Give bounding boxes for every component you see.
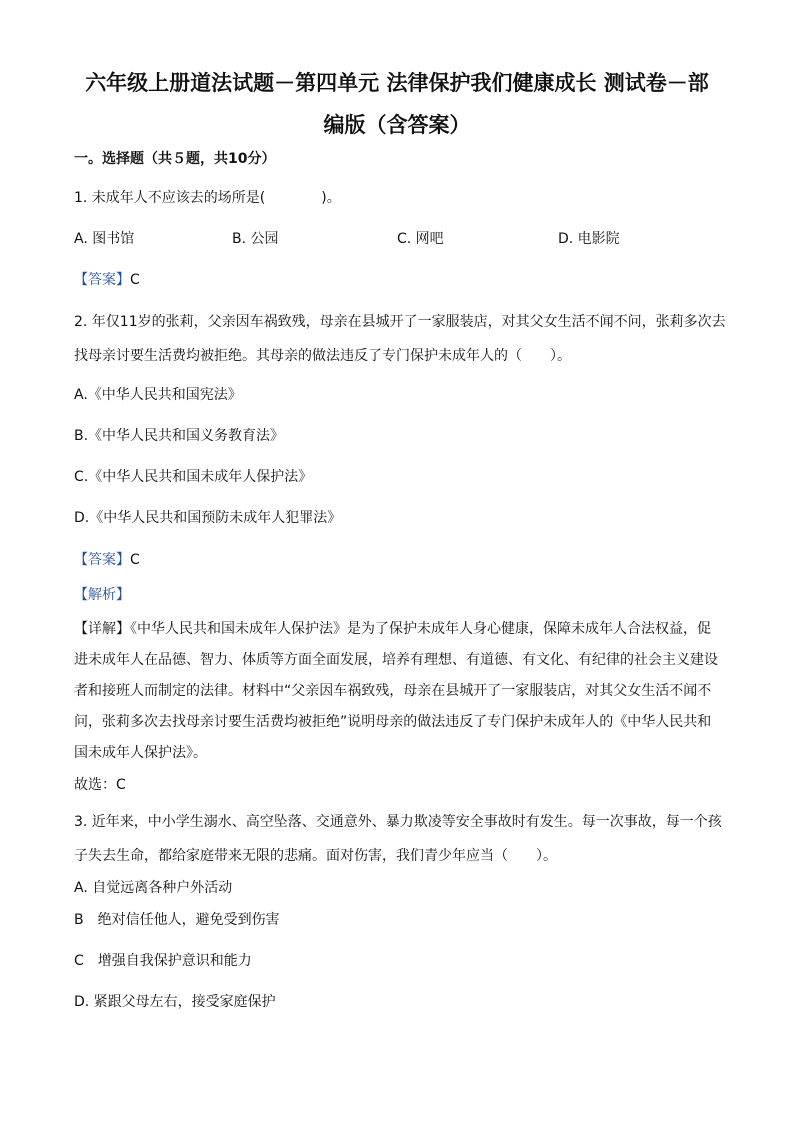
answer-value: C [130,272,140,288]
question-1-option-a: A. 图书馆 [74,231,135,247]
question-1-option-b: B. 公园 [232,231,279,247]
document-title-line-2: 编版（含答案） [323,112,471,137]
question-2-stem-line-1: 2. 年仅11岁的张莉，父亲因车祸致残，母亲在县城开了一家服装店，对其父女生活不闻不问，张莉多次去 [74,314,726,330]
answer-tag: 【答案】 [74,272,130,288]
question-3-stem-line-2: 子失去生命，都给家庭带来无限的悲痛。面对伤害，我们青少年应当（ ）。 [74,848,557,864]
question-1-answer [74,273,724,287]
question-2-analysis-tag: 【解析】 [74,587,130,603]
question-3-option-c: C 增强自我保护意识和能力 [74,953,252,969]
question-2-detail-line-2: 进未成年人在品德、智力、体质等方面全面发展，培养有理想、有道德、有文化、有纪律的社会主义建设 [74,652,718,668]
question-2-conclusion: 故选：C [74,777,126,793]
document-title-line-1: 六年级上册道法试题－第四单元 法律保护我们健康成长 测试卷－部 [85,70,709,95]
answer-tag: 【答案】 [74,552,130,568]
question-1-stem: 1. 未成年人不应该去的场所是( )。 [74,190,341,206]
question-2-stem-line-2: 找母亲讨要生活费均被拒绝。其母亲的做法违反了专门保护未成年人的（ ）。 [74,348,571,364]
question-3-option-d: D. 紧跟父母左右，接受家庭保护 [74,994,276,1010]
question-2-detail-line-3: 者和接班人而制定的法律。材料中“父亲因车祸致残，母亲在县城开了一家服装店，对其父女生活不闻不 [74,683,712,699]
question-2-option-d: D.《中华人民共和国预防未成年人犯罪法》 [74,510,342,526]
question-2-option-a: A.《中华人民共和国宪法》 [74,387,242,403]
question-1-option-c: C. 网吧 [397,231,444,247]
question-1-option-d: D. 电影院 [558,231,620,247]
question-2-detail-line-4: 问，张莉多次去找母亲讨要生活费均被拒绝”说明母亲的做法违反了专门保护未成年人的《中华人民共和 [74,714,712,730]
section-heading: 一。选择题（共５题，共10分） [74,151,276,167]
question-2-detail-line-5: 国未成年人保护法》。 [74,745,207,761]
question-2-option-c: C.《中华人民共和国未成年人保护法》 [74,469,313,485]
question-2-option-b: B.《中华人民共和国义务教育法》 [74,428,285,444]
question-3-option-b: B 绝对信任他人，避免受到伤害 [74,912,280,928]
question-3-option-a: A. 自觉远离各种户外活动 [74,880,233,896]
question-3-stem-line-1: 3. 近年来，中小学生溺水、高空坠落、交通意外、暴力欺凌等安全事故时有发生。每一次事故，每一个孩 [74,814,722,830]
question-2-detail-line-1: 【详解】《中华人民共和国未成年人保护法》是为了保护未成年人身心健康，保障未成年人合法权益，促 [74,621,711,637]
answer-value: C [130,552,140,568]
question-2-answer [74,553,724,567]
